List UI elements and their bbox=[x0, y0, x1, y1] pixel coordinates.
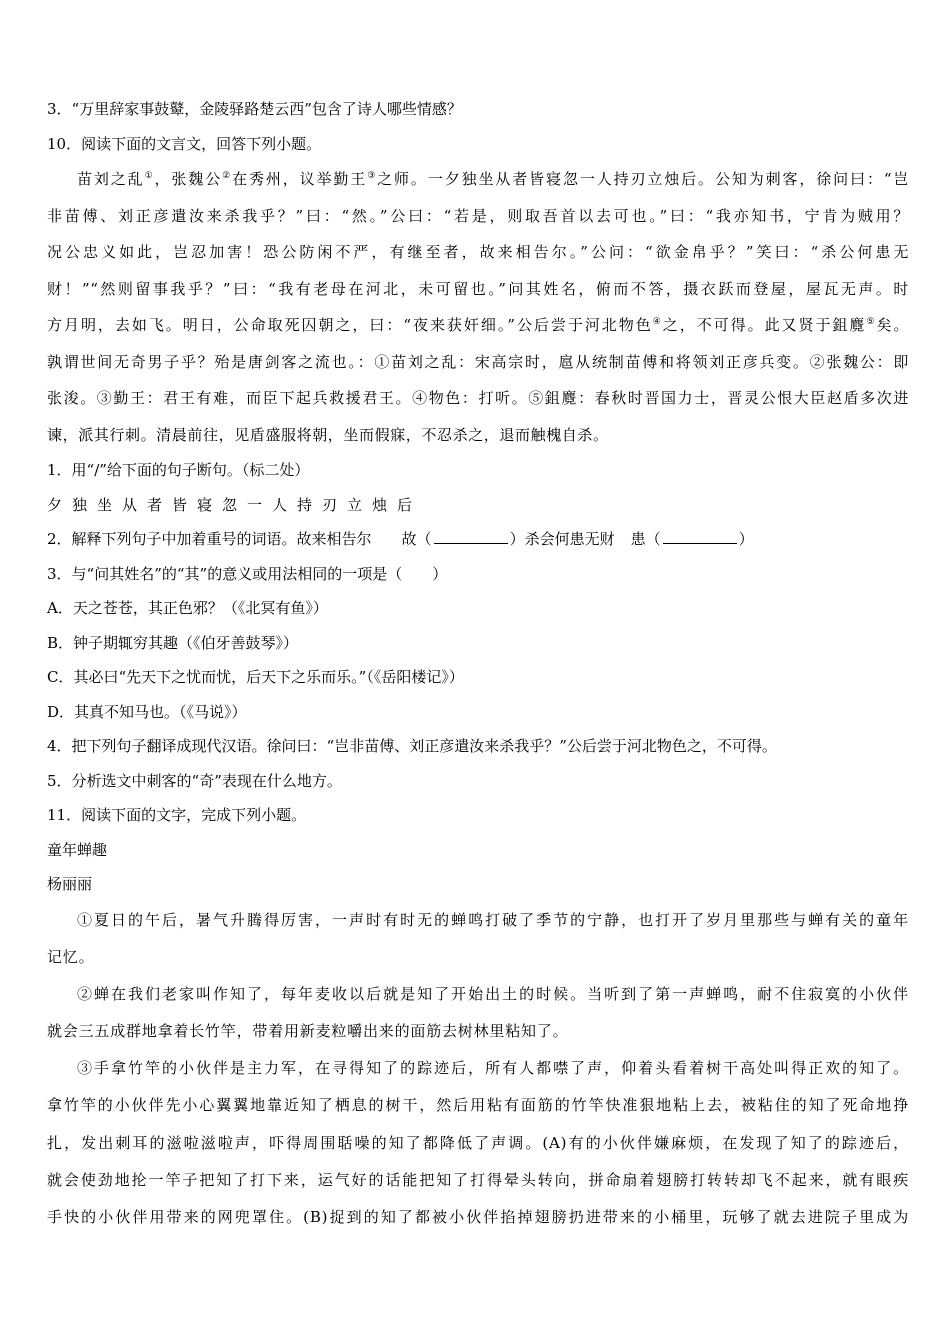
essay-title: 童年蝉趣 bbox=[47, 840, 108, 859]
essay-line: ①夏日的午后，暑气升腾得厉害，一声时有时无的蝉鸣打破了季节的宁静，也打开了岁月里那些与蝉有关的童年 bbox=[77, 910, 909, 929]
classical-passage bbox=[47, 161, 909, 453]
essay-line: 拿竹竿的小伙伴先小心翼翼地靠近知了栖息的树干，然后用粘有面筋的竹竿快准狠地粘上去，被粘住的知了死命地挣 bbox=[47, 1096, 909, 1115]
passage-line: 财！”“然则留事我乎？”曰：“我有老母在河北，未可留也。”问其姓名，俯而不答，摄衣跃而登屋，屋瓦无声。时 bbox=[47, 279, 909, 298]
document-page bbox=[47, 92, 909, 1236]
essay-line: 记忆。 bbox=[47, 947, 95, 966]
essay-line: 就会使劲地抡一竿子把知了打下来，运气好的话能把知了打得晕头转向，拼命扇着翅膀打转转却飞不起来，就有眼疾 bbox=[47, 1170, 909, 1189]
question-11-heading: 11．阅读下面的文字，完成下列小题。 bbox=[47, 806, 307, 824]
passage-line: 方月明，去如飞。明日，公命取死囚朝之，曰：“夜来获奸细。”公后尝于河北物色④之，不可得。此又贤于鉏麑⑤矣。 bbox=[47, 316, 910, 334]
essay-line: ②蝉在我们老家叫作知了，每年麦收以后就是知了开始出土的时候。当听到了第一声蝉鸣，耐不住寂寞的小伙伴 bbox=[77, 984, 909, 1003]
essay-line: 手快的小伙伴用带来的网兜罩住。(B)捉到的知了都被小伙伴掐掉翅膀扔进带来的小桶里，玩够了就去进院子里成为 bbox=[47, 1208, 909, 1226]
essay-body bbox=[47, 902, 909, 1237]
subquestion-4: 4．把下列句子翻译成现代汉语。徐问曰：“岂非苗傅、刘正彦遣汝来杀我乎？”公后尝于河北物色之，不可得。 bbox=[47, 737, 777, 755]
subquestion-1: 1．用“/”给下面的句子断句。（标二处） bbox=[47, 461, 310, 479]
passage-line: 谏，派其行刺。清晨前往，见盾盛服将朝，坐而假寐，不忍杀之，退而触槐自杀。 bbox=[47, 425, 609, 444]
option-c: C．其必曰“先天下之忧而忧，后天下之乐而乐。”（《岳阳楼记》） bbox=[47, 668, 464, 686]
subquestion-3: 3．与“问其姓名”的“其”的意义或用法相同的一项是（ ） bbox=[47, 564, 448, 583]
option-d: D．其真不知马也。（《马说》） bbox=[47, 702, 247, 721]
option-a: A．天之苍苍，其正色邪？（《北冥有鱼》） bbox=[47, 599, 328, 617]
subquestion-5: 5．分析选文中刺客的“奇”表现在什么地方。 bbox=[47, 771, 342, 790]
answer-blank-2[interactable] bbox=[663, 531, 737, 544]
answer-blank-1[interactable] bbox=[434, 531, 508, 544]
passage-line: 张浚。③勤王：君王有难，而臣下起兵救援君王。④物色：打听。⑤鉏麑：春秋时晋国力士，晋灵公恨大臣赵盾多次进 bbox=[47, 389, 909, 407]
subquestion-2: 2．解释下列句子中加着重号的词语。故来相告尔 故（ ）杀会何患无财 患（ ） bbox=[47, 530, 754, 548]
essay-line: ③手拿竹竿的小伙伴是主力军，在寻得知了的踪迹后，所有人都噤了声，仰着头看着树干高处叫得正欢的知了。 bbox=[77, 1059, 909, 1078]
passage-line: 苗刘之乱①，张魏公②在秀州，议举勤王③之师。一夕独坐从者皆寝忽一人持刃立烛后。公知为刺客，徐问曰：“岂 bbox=[77, 170, 910, 188]
passage-line: 非苗傅、刘正彦遣汝来杀我乎？”曰：“然。”公曰：“若是，则取吾首以去可也。”曰：“我亦知书，宁肯为贼用？ bbox=[47, 206, 909, 225]
essay-author: 杨丽丽 bbox=[47, 875, 93, 893]
option-b: B．钟子期辄穷其趣（《伯牙善鼓琴》） bbox=[47, 633, 299, 652]
subquestion-1-sentence: 夕独坐从者皆寝忽一人持刃立烛后 bbox=[47, 495, 423, 514]
essay-line: 扎，发出刺耳的滋啦滋啦声，吓得周围聒噪的知了都降低了声调。(A)有的小伙伴嫌麻烦，在发现了知了的踪迹后， bbox=[47, 1133, 909, 1152]
question-3-previous: 3．“万里辞家事鼓鼙，金陵驿路楚云西”包含了诗人哪些情感？ bbox=[47, 100, 462, 118]
question-10-heading: 10．阅读下面的文言文，回答下列小题。 bbox=[47, 134, 322, 153]
essay-line: 就会三五成群地拿着长竹竿，带着用新麦粒嚼出来的面筋去树林里粘知了。 bbox=[47, 1022, 569, 1041]
passage-line: 孰谓世间无奇男子乎？殆是唐剑客之流也。：①苗刘之乱：宋高宗时，扈从统制苗傅和将领刘正彦兵变。②张魏公：即 bbox=[47, 352, 909, 371]
passage-line: 况公忠义如此，岂忍加害！恐公防闲不严，有继至者，故来相告尔。”公问：“欲金帛乎？”笑曰：“杀公何患无 bbox=[47, 243, 909, 261]
